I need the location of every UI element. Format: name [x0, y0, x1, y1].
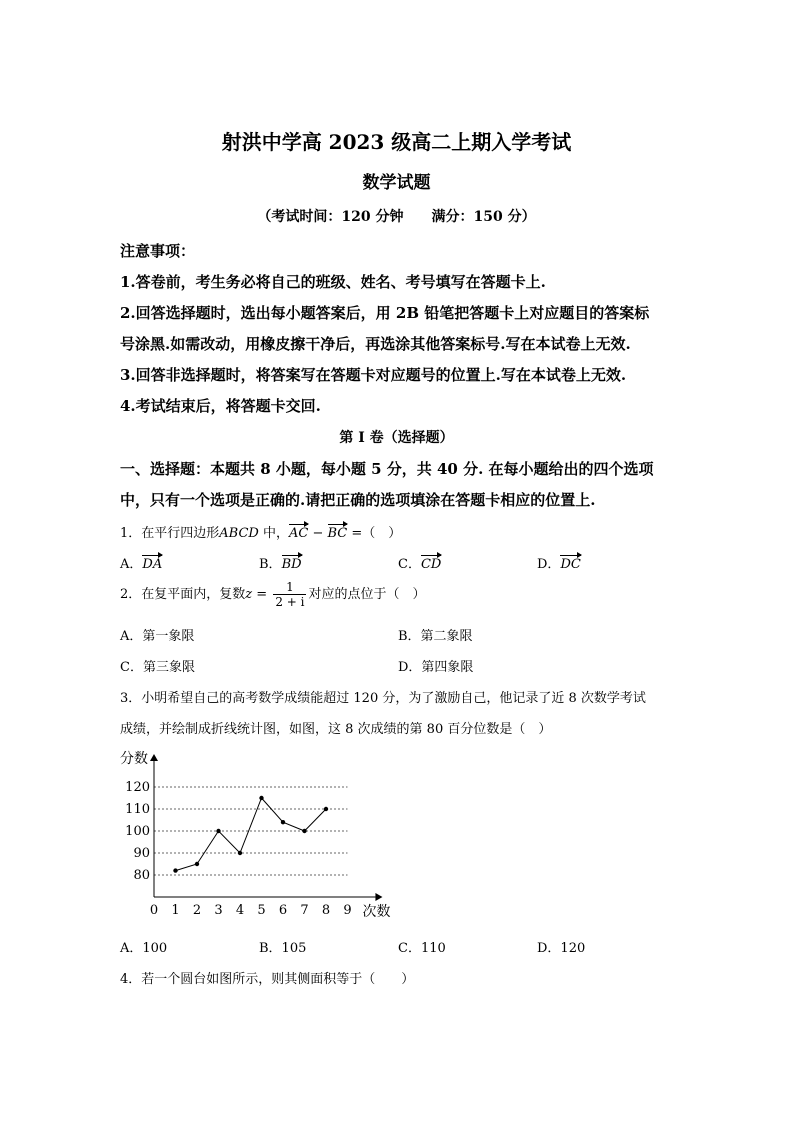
- exam-title: 射洪中学高 2023 级高二上期入学考试: [221, 130, 572, 154]
- question-1: [120, 522, 401, 541]
- q1-suffix: =（ ）: [347, 526, 402, 541]
- q1-prefix: 1．在平行四边形: [120, 526, 220, 541]
- notice-item-4: 4.考试结束后，将答题卡交回.: [120, 397, 321, 415]
- x-axis-arrow: [375, 893, 382, 901]
- data-point: [281, 820, 285, 824]
- section-instructions-1: 一、选择题：本题共 8 小题，每小题 5 分，共 40 分. 在每小题给出的四个选项: [120, 460, 654, 478]
- score-line-chart: [110, 745, 400, 925]
- x-tick-label: 1: [171, 903, 180, 918]
- data-point: [238, 851, 242, 855]
- data-point: [302, 829, 306, 833]
- y-tick-label: 110: [125, 802, 150, 817]
- q2-eq: =: [252, 587, 272, 602]
- q2-var: z: [245, 587, 253, 602]
- subject-title: 数学试题: [362, 173, 431, 193]
- q3-option-d: D．120: [537, 941, 586, 956]
- q1-figure: ABCD: [219, 526, 259, 541]
- q1-option-a: A．DA: [120, 557, 163, 572]
- q2-option-c: C．第三象限: [120, 660, 195, 675]
- q1-minus: −: [308, 526, 328, 541]
- y-tick-label: 100: [125, 824, 150, 839]
- q3-option-b: B．105: [259, 941, 307, 956]
- data-point: [259, 796, 263, 800]
- x-tick-label: 4: [235, 903, 245, 918]
- notice-heading: 注意事项：: [120, 242, 196, 260]
- x-tick-label: 9: [343, 903, 352, 918]
- q2-fraction: $\frac{1}{2 + i}$: [275, 580, 305, 609]
- question-3-line-1: 3．小明希望自己的高考数学成绩能超过 120 分，为了激励自己，他记录了近 8 次数学考试: [120, 691, 646, 706]
- x-tick-label: 0: [149, 903, 159, 918]
- notice-item-2-cont: 号涂黑.如需改动，用橡皮擦干净后，再选涂其他答案标号.写在本试卷上无效.: [120, 335, 631, 353]
- data-point: [324, 807, 328, 811]
- question-4: 4．若一个圆台如图所示，则其侧面积等于（ ）: [120, 972, 415, 987]
- x-axis-label: 次数: [362, 904, 391, 920]
- q2-suffix: 对应的点位于（ ）: [308, 587, 426, 602]
- q1-vector-ac: AC: [288, 526, 309, 541]
- q3-option-c: C．110: [398, 941, 446, 956]
- data-point: [216, 829, 220, 833]
- exam-info: （考试时间：120 分钟 满分：150 分）: [257, 209, 536, 225]
- q3-option-a: A．100: [120, 941, 168, 956]
- notice-item-2: 2.回答选择题时，选出每小题答案后，用 2B 铅笔把答题卡上对应题目的答案标: [120, 304, 650, 322]
- x-tick-label: 7: [300, 903, 309, 918]
- question-2: [120, 580, 425, 609]
- q1-vector-bc: BC: [327, 526, 348, 541]
- q1-mid: 中，: [258, 526, 289, 541]
- x-tick-label: 2: [192, 903, 202, 918]
- q2-option-a: A．第一象限: [120, 629, 195, 644]
- y-tick-label: 90: [133, 846, 150, 861]
- section-instructions-2: 中，只有一个选项是正确的.请把正确的选项填涂在答题卡相应的位置上.: [120, 491, 596, 509]
- notice-item-1: 1.答卷前，考生务必将自己的班级、姓名、考号填写在答题卡上.: [120, 273, 546, 291]
- data-point: [195, 862, 199, 866]
- q2-option-b: B．第二象限: [398, 629, 473, 644]
- y-tick-label: 120: [125, 780, 150, 795]
- question-3-line-2: 成绩，并绘制成折线统计图，如图，这 8 次成绩的第 80 百分位数是（ ）: [120, 722, 552, 737]
- q1-option-d: D．DC: [537, 557, 581, 572]
- notice-item-3: 3.回答非选择题时，将答案写在答题卡对应题号的位置上.写在本试卷上无效.: [120, 366, 627, 384]
- y-axis-label: 分数: [120, 751, 148, 767]
- x-tick-label: 6: [278, 903, 288, 918]
- x-tick-label: 5: [257, 903, 266, 918]
- y-axis-arrow: [150, 754, 158, 761]
- q1-option-b: B．BD: [259, 557, 302, 572]
- q2-option-d: D．第四象限: [398, 660, 474, 675]
- q1-option-c: C．CD: [398, 557, 442, 572]
- x-tick-label: 8: [321, 903, 331, 918]
- q2-prefix: 2．在复平面内，复数: [120, 587, 246, 602]
- section-title: 第 I 卷（选择题）: [339, 430, 454, 446]
- y-tick-label: 80: [133, 868, 150, 883]
- data-point: [173, 868, 177, 872]
- x-tick-label: 3: [214, 903, 223, 918]
